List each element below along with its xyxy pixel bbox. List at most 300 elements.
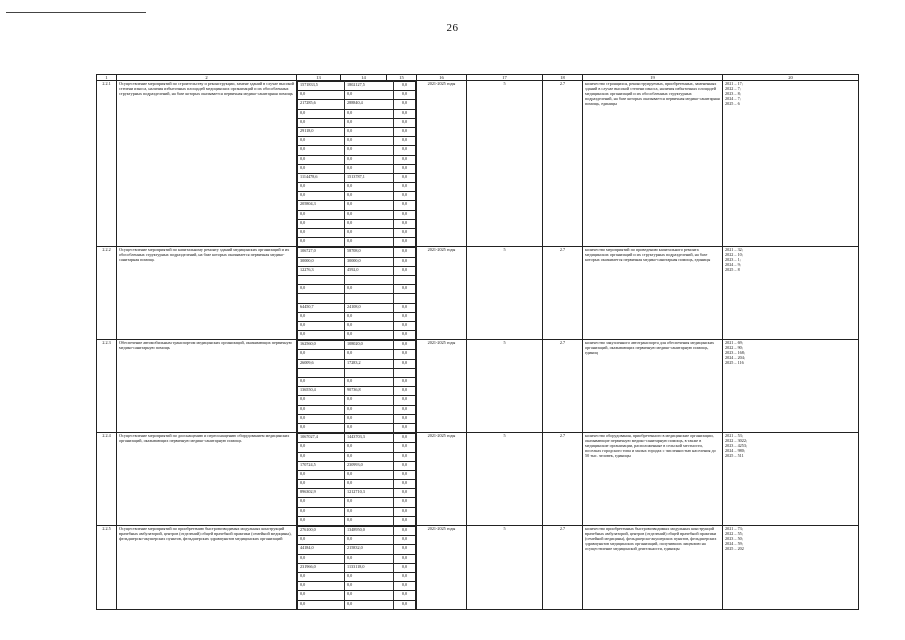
funding-cell: 0,0 xyxy=(298,516,345,525)
funding-cell: 106727,0 xyxy=(298,248,345,257)
funding-row xyxy=(298,600,416,609)
target-value: 2025 – 116 xyxy=(725,360,744,366)
funding-cell: 0,0 xyxy=(298,155,345,164)
funding-cell: 0,0 xyxy=(394,387,416,396)
funding-cell: 0,0 xyxy=(394,229,416,238)
funding-cell: 0,0 xyxy=(298,536,345,545)
funding-cell: 0,0 xyxy=(298,238,345,247)
funding-cell: 0,0 xyxy=(394,118,416,127)
funding-row xyxy=(298,359,416,368)
funding-cell: 0,0 xyxy=(394,461,416,470)
funding-cell: 0,0 xyxy=(394,219,416,228)
funding-cell: 0,0 xyxy=(394,405,416,414)
funding-cell: 0,0 xyxy=(298,600,345,609)
target-values xyxy=(723,247,859,340)
funding-row xyxy=(298,461,416,470)
funding-cell xyxy=(394,275,416,284)
funding-cell xyxy=(298,275,345,284)
funding-cell: 0,0 xyxy=(394,155,416,164)
funding-cell: 0,0 xyxy=(394,545,416,554)
funding-cell: 0,0 xyxy=(394,378,416,387)
funding-cell: 0,0 xyxy=(345,146,394,155)
funding-cell: 205804,3 xyxy=(298,201,345,210)
funding-cell: 0,0 xyxy=(394,146,416,155)
funding-subtable xyxy=(297,81,416,246)
funding-cell: 0,0 xyxy=(394,257,416,266)
funding-cell: 0,0 xyxy=(345,554,394,563)
funding-cell: 0,0 xyxy=(298,109,345,118)
target-value: 2022 – 7; xyxy=(725,86,741,91)
target-value: 2025 – 202 xyxy=(725,546,744,551)
funding-cell: 0,0 xyxy=(345,164,394,173)
funding-cell: 0,0 xyxy=(298,423,345,432)
header-cell: 13 xyxy=(297,75,341,81)
funding-cell: 0,0 xyxy=(394,238,416,247)
header-cell: 2 xyxy=(117,75,297,81)
target-value: 2022 – 10; xyxy=(725,252,743,258)
funding-cell: 0,0 xyxy=(394,303,416,312)
funding-cell: 0,0 xyxy=(298,452,345,461)
funding-cell: 0,0 xyxy=(345,321,394,330)
target-value: 2023 – 4253; xyxy=(725,443,748,449)
target-value: 2024 – 59; xyxy=(725,541,743,546)
funding-cell: 0,0 xyxy=(345,378,394,387)
period: 2021-2025 годы xyxy=(417,526,467,610)
funding-cell: 0,0 xyxy=(298,210,345,219)
funding-cell: 0,0 xyxy=(345,155,394,164)
funding-row xyxy=(298,331,416,340)
funding-cell: 1133118,0 xyxy=(345,563,394,572)
funding-cell: 0,0 xyxy=(394,470,416,479)
funding-row xyxy=(298,368,416,377)
funding-cell: 1802127,5 xyxy=(345,82,394,91)
program-table xyxy=(96,74,859,610)
column-17: 5 xyxy=(467,81,543,247)
funding-cell: 0,0 xyxy=(345,192,394,201)
target-value: 2022 – 55; xyxy=(725,531,743,536)
funding-row xyxy=(298,507,416,516)
funding-row xyxy=(298,563,416,572)
table-row xyxy=(97,340,859,433)
funding-cell: 0,0 xyxy=(394,331,416,340)
funding-cell: 0,0 xyxy=(345,331,394,340)
funding-cell: 0,0 xyxy=(345,507,394,516)
header-cell: 17 xyxy=(467,75,543,81)
activity-name: Осуществление мероприятий по дооснащению и переоснащению оборудованием медицинских организаций, оказывающих первичную медико-санитарную помощь xyxy=(117,433,297,526)
funding-cell: 0,0 xyxy=(394,321,416,330)
funding-cell: 0,0 xyxy=(394,489,416,498)
target-value: 2022 – 3022; xyxy=(725,438,748,444)
funding-cell: 230993,0 xyxy=(345,461,394,470)
funding-cell: 17283,2 xyxy=(345,359,394,368)
funding-cell: 0,0 xyxy=(394,201,416,210)
funding-row xyxy=(298,516,416,525)
funding-cell: 0,0 xyxy=(394,285,416,294)
funding-cell: 0,0 xyxy=(298,219,345,228)
funding-cell: 0,0 xyxy=(394,192,416,201)
funding-cell: 0,0 xyxy=(298,350,345,359)
funding-cell: 0,0 xyxy=(298,118,345,127)
header-cell: 14 xyxy=(341,75,387,81)
target-value: 2025 – 511 xyxy=(725,453,744,459)
funding-cell: 0,0 xyxy=(394,109,416,118)
column-18: 2.7 xyxy=(543,340,583,433)
header-cell: 19 xyxy=(583,75,723,81)
funding-cell: 0,0 xyxy=(394,582,416,591)
funding-cell: 0,0 xyxy=(345,516,394,525)
funding-cell: 0,0 xyxy=(345,600,394,609)
funding-cell: 0,0 xyxy=(394,563,416,572)
funding-cell: 29118,0 xyxy=(298,127,345,136)
funding-cell: 0,0 xyxy=(298,498,345,507)
funding-cell xyxy=(345,368,394,377)
column-18: 2.7 xyxy=(543,247,583,340)
funding-cell: 0,0 xyxy=(298,396,345,405)
funding-cell: 0,0 xyxy=(394,591,416,600)
funding-cell: 0,0 xyxy=(394,359,416,368)
funding-row xyxy=(298,173,416,182)
funding-row xyxy=(298,591,416,600)
funding-cell: 0,0 xyxy=(298,405,345,414)
funding-values xyxy=(297,247,417,340)
funding-cell: 4592,0 xyxy=(345,266,394,275)
funding-cell: 0,0 xyxy=(345,452,394,461)
funding-subtable xyxy=(297,526,416,609)
indicator-text: количество приобретенных быстровозводимых модульных конструкций врачебных амбулаторий, центров (отделений) общей врачебной практики (семейной медицины), фельдшерско-акушерских пунктов, фельдшерских здравпунктов медицинских организаций, получивших лицензию на осуществление медицинской деятельности, единицы xyxy=(583,526,723,610)
funding-cell: 0,0 xyxy=(298,137,345,146)
funding-cell: 0,0 xyxy=(345,572,394,581)
funding-values xyxy=(297,433,417,526)
funding-cell: 288840,4 xyxy=(345,100,394,109)
funding-cell: 1571833,5 xyxy=(298,82,345,91)
funding-cell: 0,0 xyxy=(345,229,394,238)
funding-cell: 0,0 xyxy=(394,507,416,516)
funding-cell xyxy=(298,368,345,377)
funding-cell: 0,0 xyxy=(345,118,394,127)
funding-row xyxy=(298,219,416,228)
funding-cell: 1067027,4 xyxy=(298,434,345,443)
funding-cell: 0,0 xyxy=(394,137,416,146)
funding-row xyxy=(298,201,416,210)
target-value: 2021 – 73; xyxy=(725,526,743,531)
funding-cell: 30000,0 xyxy=(345,257,394,266)
funding-row xyxy=(298,554,416,563)
funding-cell: 0,0 xyxy=(298,183,345,192)
activity-name: Осуществление мероприятий по приобретению быстровозводимых модульных конструкций врачебных амбулаторий, центров (отделений) общей врачебной практики (семейной медицины), фельдшерско-акушерских пунктов, фельдшерских здравпунктов медицинских организаций xyxy=(117,526,297,610)
funding-cell: 0,0 xyxy=(394,100,416,109)
funding-cell: 0,0 xyxy=(345,405,394,414)
target-values xyxy=(723,433,859,526)
table-row xyxy=(97,433,859,526)
funding-row xyxy=(298,582,416,591)
funding-cell: 0,0 xyxy=(298,91,345,100)
funding-cell: 0,0 xyxy=(394,266,416,275)
funding-cell: 0,0 xyxy=(345,350,394,359)
funding-cell: 0,0 xyxy=(345,183,394,192)
funding-cell: 0,0 xyxy=(298,312,345,321)
funding-cell: 0,0 xyxy=(394,164,416,173)
funding-cell xyxy=(345,275,394,284)
indicator-text: количество строящихся, реконструируемых, приобретенных, замененных зданий в случае высокой степени износа, наличия избыточных площадей медицинских организаций и их обособленных структурных подразделений, на базе которых оказывается первичная медико-санитарная помощь, единицы xyxy=(583,81,723,247)
column-17: 5 xyxy=(467,247,543,340)
funding-cell: 0,0 xyxy=(345,414,394,423)
target-values xyxy=(723,526,859,610)
activity-name: Осуществление мероприятий по строительству и реконструкции, замене зданий в случае высокой степени износа, наличия избыточных площадей медицинских организаций и их обособленных структурных подразделений, на базе которых оказывается первичная медико-санитарная помощь xyxy=(117,81,297,247)
funding-cell: 0,0 xyxy=(394,527,416,536)
column-18: 2.7 xyxy=(543,526,583,610)
funding-row xyxy=(298,387,416,396)
funding-row xyxy=(298,350,416,359)
funding-row xyxy=(298,434,416,443)
funding-cell: 0,0 xyxy=(394,554,416,563)
header-cell: 16 xyxy=(417,75,467,81)
target-value: 2023 – 1; xyxy=(725,257,741,263)
row-number: 2.2.5 xyxy=(97,526,117,610)
funding-cell: 0,0 xyxy=(298,331,345,340)
funding-row xyxy=(298,303,416,312)
funding-cell: 0,0 xyxy=(394,414,416,423)
row-number: 2.2.4 xyxy=(97,433,117,526)
funding-row xyxy=(298,423,416,432)
funding-row xyxy=(298,341,416,350)
funding-cell: 0,0 xyxy=(345,312,394,321)
funding-cell: 26009,6 xyxy=(298,359,345,368)
funding-cell: 0,0 xyxy=(394,173,416,182)
row-number: 2.2.3 xyxy=(97,340,117,433)
funding-row xyxy=(298,312,416,321)
funding-row xyxy=(298,164,416,173)
funding-cell: 0,0 xyxy=(345,210,394,219)
funding-row xyxy=(298,137,416,146)
target-value: 2025 – 6 xyxy=(725,101,740,106)
funding-cell: 0,0 xyxy=(345,201,394,210)
target-value: 2024 – 7; xyxy=(725,96,741,101)
funding-cell: 0,0 xyxy=(345,470,394,479)
activity-name: Обеспечение автомобильным транспортом медицинских организаций, оказывающих первичную медико-санитарную помощь xyxy=(117,340,297,433)
funding-subtable xyxy=(297,247,416,339)
funding-cell: 0,0 xyxy=(394,127,416,136)
funding-row xyxy=(298,470,416,479)
header-cell: 18 xyxy=(543,75,583,81)
funding-cell: 0,0 xyxy=(394,443,416,452)
target-value: 2023 – 8; xyxy=(725,91,741,96)
target-value: 2023 – 168; xyxy=(725,350,746,356)
funding-cell: 0,0 xyxy=(394,434,416,443)
funding-cell: 1212710,3 xyxy=(345,489,394,498)
funding-row xyxy=(298,378,416,387)
period: 2021-2025 годы xyxy=(417,247,467,340)
funding-row xyxy=(298,536,416,545)
target-value: 2021 – 17; xyxy=(725,81,743,86)
funding-cell: 0,0 xyxy=(298,285,345,294)
funding-cell xyxy=(298,294,345,303)
period: 2021-2025 годы xyxy=(417,81,467,247)
funding-cell: 0,0 xyxy=(298,164,345,173)
funding-row xyxy=(298,238,416,247)
funding-row xyxy=(298,118,416,127)
funding-cell: 215832,0 xyxy=(345,545,394,554)
funding-cell: 0,0 xyxy=(298,443,345,452)
funding-values xyxy=(297,81,417,247)
funding-cell: 0,0 xyxy=(394,423,416,432)
funding-subtable xyxy=(297,433,416,525)
scan-artifact-line xyxy=(6,12,146,13)
funding-cell: 0,0 xyxy=(394,312,416,321)
funding-cell: 0,0 xyxy=(298,192,345,201)
funding-row xyxy=(298,229,416,238)
funding-cell: 30000,0 xyxy=(298,257,345,266)
funding-cell: 0,0 xyxy=(298,582,345,591)
target-value: 2024 – 980; xyxy=(725,448,746,454)
funding-cell: 276100,0 xyxy=(298,527,345,536)
funding-row xyxy=(298,452,416,461)
funding-row xyxy=(298,480,416,489)
column-18: 2.7 xyxy=(543,81,583,247)
funding-row xyxy=(298,183,416,192)
funding-cell: 0,0 xyxy=(298,480,345,489)
header-cell: 20 xyxy=(723,75,859,81)
funding-cell: 0,0 xyxy=(345,109,394,118)
funding-cell: 0,0 xyxy=(298,554,345,563)
funding-row xyxy=(298,321,416,330)
funding-cell: 0,0 xyxy=(394,452,416,461)
funding-cell: 0,0 xyxy=(394,91,416,100)
funding-row xyxy=(298,285,416,294)
column-17: 5 xyxy=(467,433,543,526)
funding-row xyxy=(298,527,416,536)
funding-cell: 0,0 xyxy=(298,572,345,581)
funding-row xyxy=(298,545,416,554)
target-values xyxy=(723,340,859,433)
funding-cell: 0,0 xyxy=(345,91,394,100)
indicator-text: количество мероприятий по проведению капитального ремонта медицинских организаций и их структурных подразделений, на базе которых оказывается первичная медико-санитарная помощь, единицы xyxy=(583,247,723,340)
target-values xyxy=(723,81,859,247)
funding-row xyxy=(298,210,416,219)
period: 2021-2025 годы xyxy=(417,433,467,526)
funding-cell: 0,0 xyxy=(345,498,394,507)
funding-cell: 0,0 xyxy=(394,350,416,359)
target-value: 2023 – 50; xyxy=(725,536,743,541)
funding-cell: 0,0 xyxy=(394,396,416,405)
funding-cell: 0,0 xyxy=(394,600,416,609)
funding-cell xyxy=(394,368,416,377)
funding-row xyxy=(298,489,416,498)
funding-cell: 0,0 xyxy=(298,229,345,238)
funding-cell: 24108,0 xyxy=(345,303,394,312)
target-value: 2021 – 53; xyxy=(725,433,743,439)
funding-cell: 0,0 xyxy=(394,82,416,91)
funding-cell: 0,0 xyxy=(345,285,394,294)
funding-row xyxy=(298,572,416,581)
header-cell: 1 xyxy=(97,75,117,81)
funding-row xyxy=(298,109,416,118)
funding-cell: 1348950,0 xyxy=(345,527,394,536)
row-number: 2.2.2 xyxy=(97,247,117,340)
funding-cell: 1513787,1 xyxy=(345,173,394,182)
activity-name: Осуществление мероприятий по капитальному ремонту зданий медицинских организаций и их обособленных структурных подразделений, на базе которых оказывается первичная медико-санитарная помощь xyxy=(117,247,297,340)
column-17: 5 xyxy=(467,526,543,610)
funding-row xyxy=(298,146,416,155)
funding-row xyxy=(298,498,416,507)
funding-row xyxy=(298,396,416,405)
funding-cell: 136550,4 xyxy=(298,387,345,396)
funding-cell: 0,0 xyxy=(345,137,394,146)
indicator-text: количество оборудования, приобретенного в медицинские организации, оказывающие первичную медико-санитарную помощь, в также в медицинские организации, расположенные в сельской местности, поселках городского типа и малых городах с численностью населения до 50 тыс. человек, единицы xyxy=(583,433,723,526)
funding-cell: 0,0 xyxy=(298,378,345,387)
funding-cell: 0,0 xyxy=(298,591,345,600)
funding-cell: 0,0 xyxy=(394,516,416,525)
funding-cell: 0,0 xyxy=(394,572,416,581)
target-value: 2024 – 9; xyxy=(725,262,741,268)
funding-cell xyxy=(345,294,394,303)
funding-cell: 0,0 xyxy=(394,480,416,489)
row-number: 2.2.1 xyxy=(97,81,117,247)
funding-cell: 90736,8 xyxy=(345,387,394,396)
funding-cell: 162560,0 xyxy=(298,341,345,350)
funding-cell: 1443703,3 xyxy=(345,434,394,443)
funding-cell: 0,0 xyxy=(345,238,394,247)
funding-row xyxy=(298,266,416,275)
funding-cell: 0,0 xyxy=(345,396,394,405)
funding-cell: 64450,7 xyxy=(298,303,345,312)
funding-cell: 170724,5 xyxy=(298,461,345,470)
funding-cell: 0,0 xyxy=(345,219,394,228)
column-17: 5 xyxy=(467,340,543,433)
funding-cell: 108020,0 xyxy=(345,341,394,350)
funding-cell: 0,0 xyxy=(345,582,394,591)
funding-cell: 0,0 xyxy=(394,183,416,192)
funding-cell: 58708,0 xyxy=(345,248,394,257)
header-cell: 15 xyxy=(387,75,417,81)
table-row xyxy=(97,526,859,610)
funding-row xyxy=(298,82,416,91)
funding-cell: 0,0 xyxy=(394,248,416,257)
funding-cell: 44184,0 xyxy=(298,545,345,554)
column-18: 2.7 xyxy=(543,433,583,526)
funding-cell: 0,0 xyxy=(345,480,394,489)
indicator-text: количество закупленного автотранспорта для обеспечения медицинских организаций, оказывающих первичную медико-санитарную помощь, единиц xyxy=(583,340,723,433)
funding-cell: 0,0 xyxy=(345,127,394,136)
funding-cell: 12276,3 xyxy=(298,266,345,275)
funding-row xyxy=(298,155,416,164)
funding-cell: 0,0 xyxy=(394,536,416,545)
funding-row xyxy=(298,405,416,414)
funding-row xyxy=(298,275,416,284)
target-value: 2021 – 69; xyxy=(725,340,743,346)
funding-cell: 0,0 xyxy=(298,470,345,479)
funding-row xyxy=(298,127,416,136)
table-row xyxy=(97,247,859,340)
funding-values xyxy=(297,340,417,433)
funding-cell: 217285,6 xyxy=(298,100,345,109)
funding-row xyxy=(298,414,416,423)
funding-cell: 0,0 xyxy=(345,536,394,545)
funding-row xyxy=(298,257,416,266)
funding-row xyxy=(298,294,416,303)
target-value: 2025 – 8 xyxy=(725,267,740,273)
funding-cell: 0,0 xyxy=(345,591,394,600)
funding-values xyxy=(297,526,417,610)
funding-cell: 0,0 xyxy=(394,341,416,350)
target-value: 2022 – 90; xyxy=(725,345,743,351)
funding-cell xyxy=(394,294,416,303)
funding-subtable xyxy=(297,340,416,432)
target-value: 2024 – 204; xyxy=(725,355,746,361)
funding-cell: 0,0 xyxy=(298,321,345,330)
funding-cell: 1114478,6 xyxy=(298,173,345,182)
table-row xyxy=(97,81,859,247)
funding-row xyxy=(298,192,416,201)
